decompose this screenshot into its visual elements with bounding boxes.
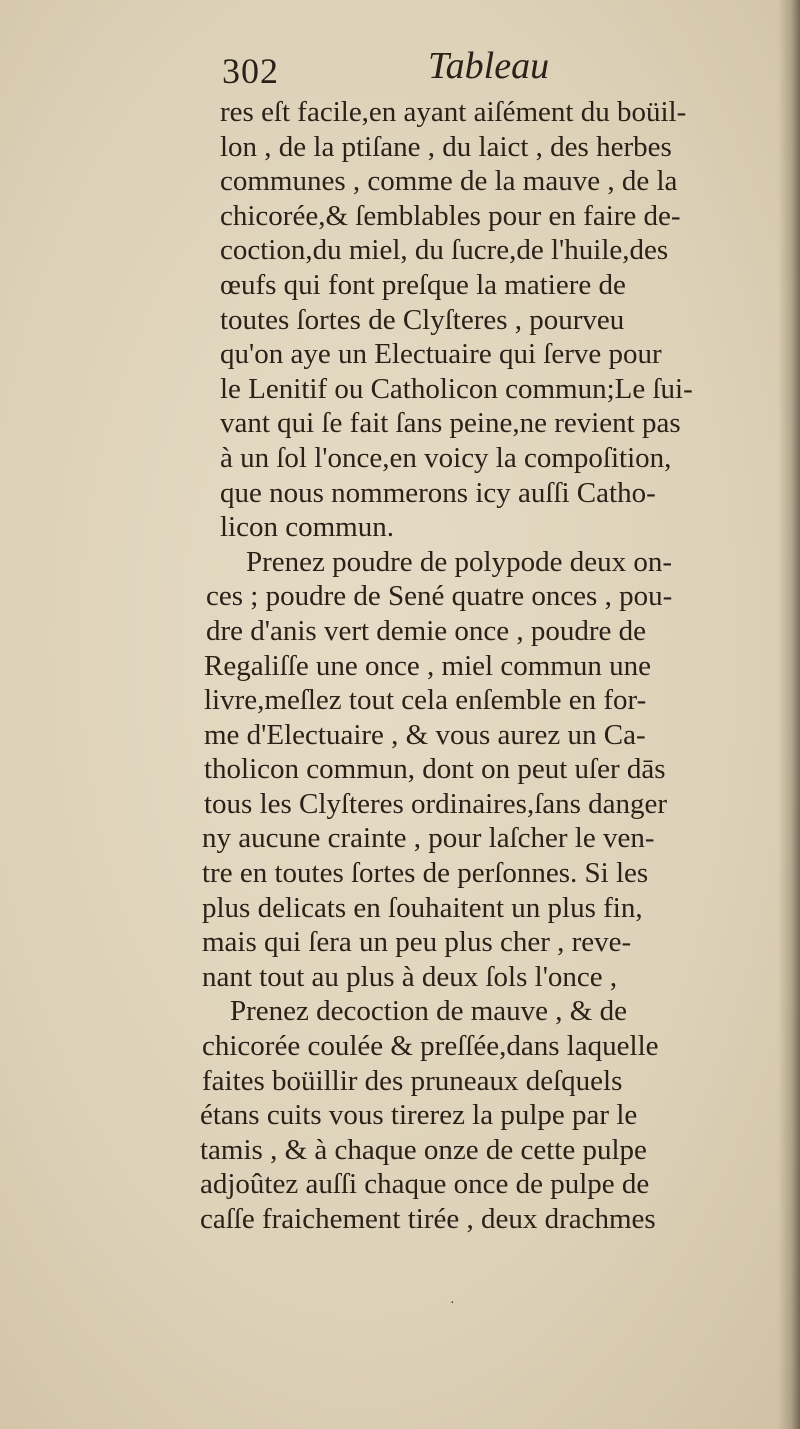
text-line: res eſt facile,en ayant aiſément du boüil- [220, 96, 687, 128]
text-line: tre en toutes ſortes de perſonnes. Si les [202, 857, 649, 890]
text-line: chicorée coulée & preſſée,dans laquelle [202, 1030, 659, 1063]
text-line: Prenez poudre de polypode deux on- [246, 545, 673, 578]
text-line: Prenez decoction de mauve , & de [230, 995, 627, 1028]
page-header [220, 44, 760, 94]
text-line: tholicon commun, dont on peut uſer dās [204, 753, 666, 786]
text-line: nant tout au plus à deux ſols l'once , [202, 960, 618, 993]
text-line: le Lenitif ou Catholicon commun;Le ſui- [220, 372, 693, 405]
text-line: tamis , & à chaque onze de cette pulpe [200, 1133, 647, 1166]
text-line: ny aucune crainte , pour laſcher le ven- [202, 822, 655, 855]
text-line: communes , comme de la mauve , de la [220, 165, 678, 198]
text-line: ces ; poudre de Sené quatre onces , pou- [206, 580, 673, 613]
text-line: que nous nommerons icy auſſi Catho- [220, 476, 656, 509]
text-line: mais qui ſera un peu plus cher , reve- [202, 926, 632, 959]
text-line: œufs qui font preſque la matiere de [220, 268, 626, 301]
text-line: Regaliſſe une once , miel commun une [204, 649, 651, 682]
text-line: faites boüillir des pruneaux deſquels [202, 1064, 623, 1097]
text-line: plus delicats en ſouhaitent un plus fin, [202, 891, 643, 924]
page-number: 302 [222, 51, 279, 91]
text-line: lon , de la ptiſane , du laict , des herbes [220, 130, 672, 163]
text-line: à un ſol l'once,en voicy la compoſition, [220, 441, 672, 474]
ink-speck: · [450, 1296, 455, 1311]
text-line: qu'on aye un Electuaire qui ſerve pour [220, 338, 662, 371]
text-line: coction,du miel, du ſucre,de l'huile,des [220, 234, 669, 267]
text-line: livre,meſlez tout cela enſemble en for- [204, 684, 647, 717]
text-line: chicorée,& ſemblables pour en faire de- [220, 199, 681, 232]
text-line: licon commun. [220, 511, 394, 544]
text-line: vant qui ſe fait ſans peine,ne revient pas [220, 407, 681, 440]
page-gutter-shadow [778, 0, 800, 1429]
text-line: me d'Electuaire , & vous aurez un Ca- [204, 718, 646, 751]
text-line: dre d'anis vert demie once , poudre de [206, 614, 647, 647]
text-line: tous les Clyſteres ordinaires,ſans danger [204, 787, 668, 820]
body-text [200, 95, 770, 1237]
text-line: étans cuits vous tirerez la pulpe par le [200, 1099, 638, 1132]
text-line: adjoûtez auſſi chaque once de pulpe de [200, 1168, 650, 1201]
text-line: toutes ſortes de Clyſteres , pourveu [220, 303, 625, 336]
running-title: Tableau [428, 45, 550, 87]
text-line: caſſe fraichement tirée , deux drachmes [200, 1203, 656, 1235]
